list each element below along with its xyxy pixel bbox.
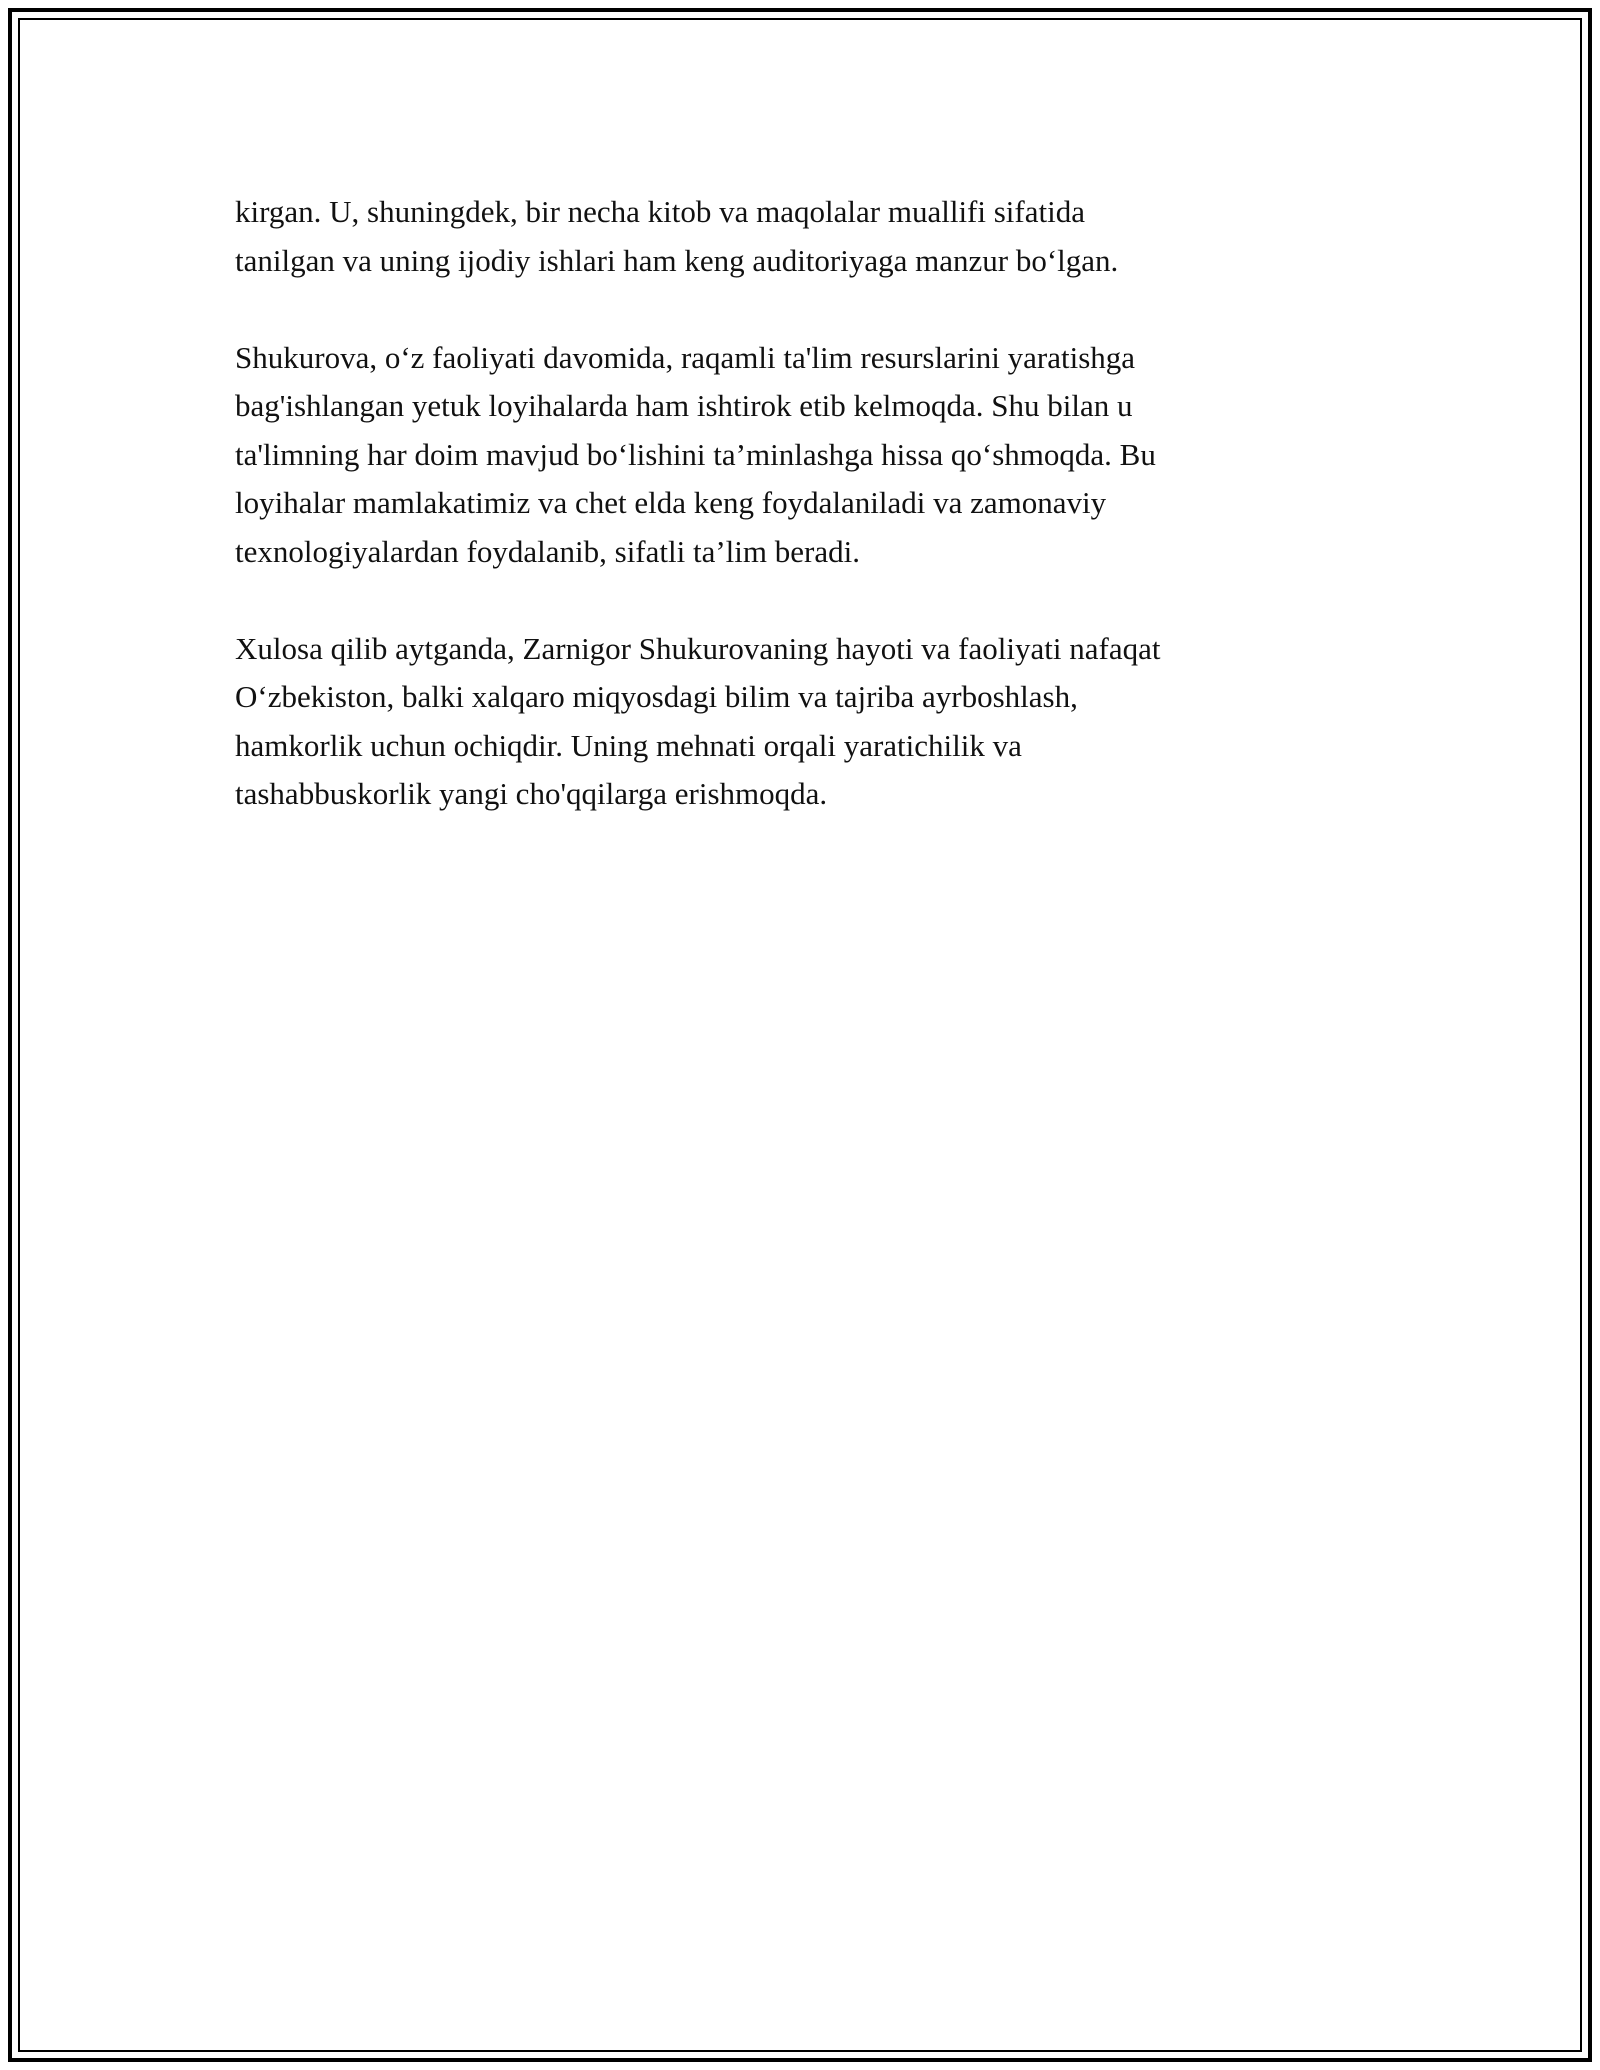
text-line: hamkorlik uchun ochiqdir. Uning mehnati orqali yaratichilik va bbox=[235, 727, 1022, 763]
paragraph-3 bbox=[235, 625, 1375, 819]
text-line: Shukurova, o‘z faoliyati davomida, raqamli ta'lim resurslarini yaratishga bbox=[235, 339, 1136, 375]
text-line: tanilgan va uning ijodiy ishlari ham keng auditoriyaga manzur bo‘lgan. bbox=[235, 242, 1119, 278]
text-line: Xulosa qilib aytganda, Zarnigor Shukurovaning hayoti va faoliyati nafaqat bbox=[235, 630, 1161, 666]
text-line: O‘zbekiston, balki xalqaro miqyosdagi bilim va tajriba ayrboshlash, bbox=[235, 679, 1078, 714]
text-line: kirgan. U, shuningdek, bir necha kitob va maqolalar muallifi sifatida bbox=[235, 194, 1085, 229]
paragraph-1 bbox=[235, 188, 1375, 285]
text-line: tashabbuskorlik yangi cho'qqilarga erishmoqda. bbox=[235, 776, 828, 811]
text-line: ta'limning har doim mavjud bo‘lishini ta’minlashga hissa qo‘shmoqda. Bu bbox=[235, 436, 1156, 472]
paragraph-2 bbox=[235, 334, 1375, 577]
document-body bbox=[235, 188, 1375, 867]
text-line: bag'ishlangan yetuk loyihalarda ham ishtirok etib kelmoqda. Shu bilan u bbox=[235, 388, 1133, 423]
text-line: loyihalar mamlakatimiz va chet elda keng foydalaniladi va zamonaviy bbox=[235, 485, 1107, 520]
text-line: texnologiyalardan foydalanib, sifatli ta’lim beradi. bbox=[235, 533, 860, 569]
